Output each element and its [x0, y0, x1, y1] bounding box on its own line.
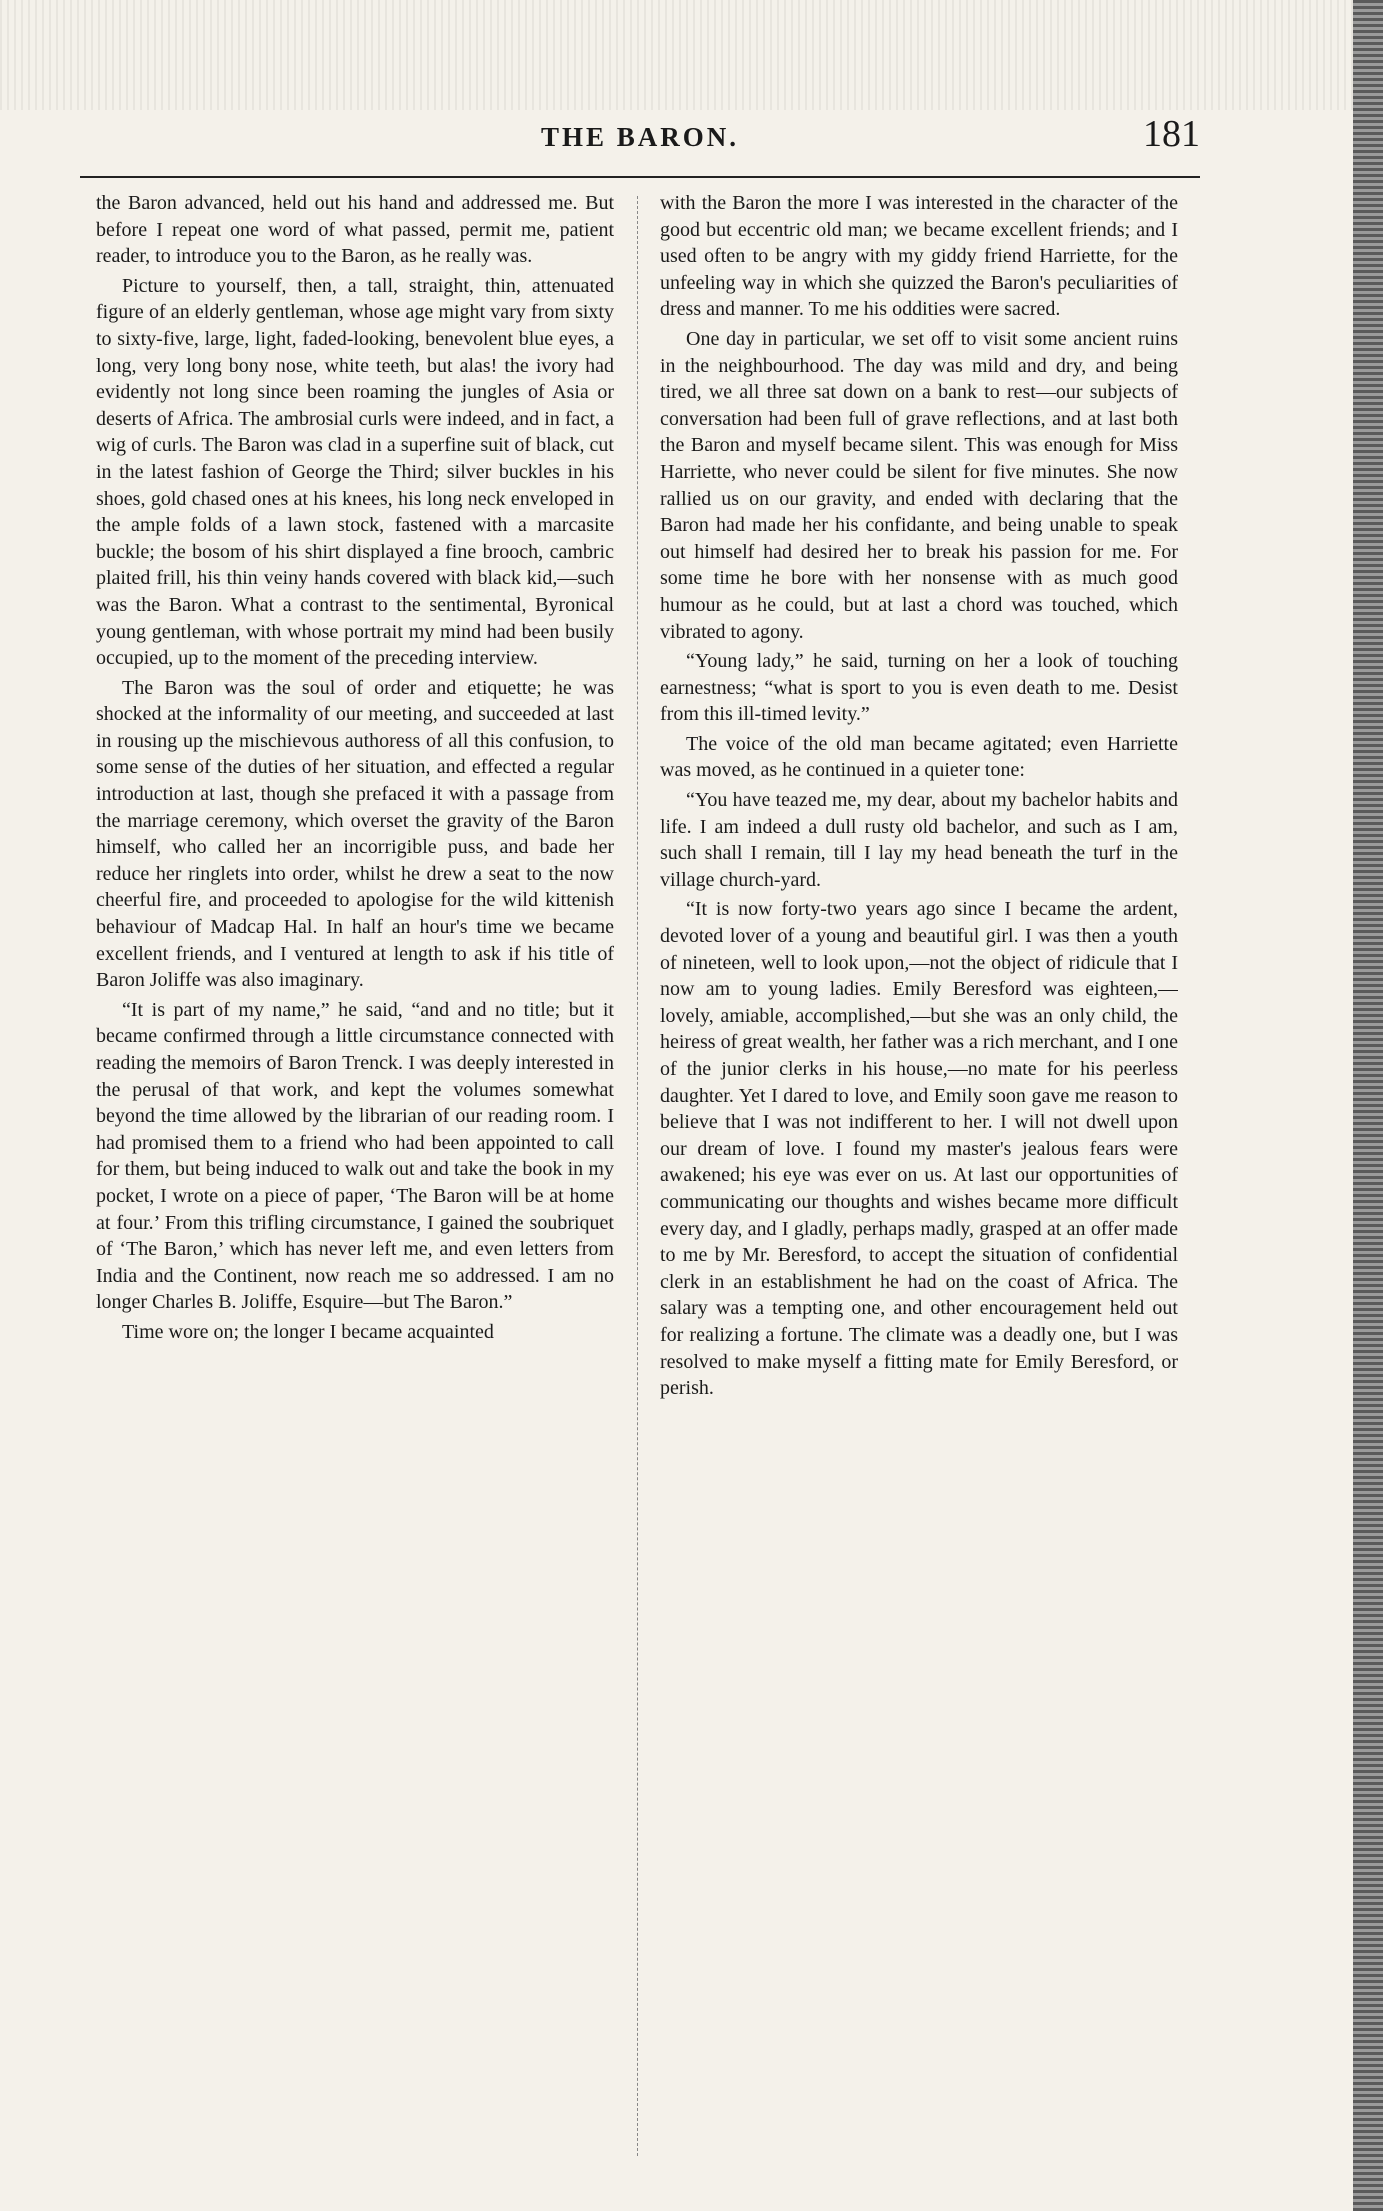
left-column — [96, 190, 614, 2170]
scan-noise-top — [0, 0, 1383, 110]
paragraph: “It is part of my name,” he said, “and and no title; but it became confirmed through a little circumstance connected with reading the memoirs of Baron Trenck. I was deeply interested in the perusal of that work, and kept the volumes somewhat beyond the time allowed by the librarian of our reading room. I had promised them to a friend who had been appointed to call for them, but being induced to walk out and take the book in my pocket, I wrote on a piece of paper, ‘The Baron will be at home at four.’ From this trifling circumstance, I gained the soubriquet of ‘The Baron,’ which has never left me, and even letters from India and the Continent, now reach me so addressed. I am no longer Charles B. Joliffe, Esquire—but The Baron.” — [96, 998, 614, 1314]
paragraph: “It is now forty-two years ago since I became the ardent, devoted lover of a young and beautiful girl. I was then a youth of nineteen, well to look upon,—not the object of ridicule that I now am to young ladies. Emily Beresford was eighteen,—lovely, amiable, accomplished,—but she was an only child, the heiress of great wealth, her father was a rich merchant, and I one of the junior clerks in his house,—no mate for his peerless daughter. Yet I dared to love, and Emily soon gave me reason to believe that I was not indifferent to her. I will not dwell upon our dream of love. I found my master's jealous fears were awakened; his eye was ever on us. At last our opportunities of communicating our thoughts and wishes became more difficult every day, and I gladly, perhaps madly, grasped at an offer made to me by Mr. Beresford, to accept the situation of confidential clerk in an establishment he had on the coast of Africa. The salary was a tempting one, and other encouragement held out for realizing a fortune. The climate was a deadly one, but I was resolved to make myself a fitting mate for Emily Beresford, or perish. — [660, 898, 1178, 1400]
paragraph: the Baron advanced, held out his hand and addressed me. But before I repeat one word of what passed, permit me, patient reader, to introduce you to the Baron, as he really was. — [96, 192, 614, 268]
paragraph: Picture to yourself, then, a tall, straight, thin, attenuated figure of an elderly gentleman, whose age might vary from sixty to sixty-five, large, light, faded-looking, benevolent blue eyes, a long, very long bony nose, white teeth, but alas! the ivory had evidently not long since been roaming the jungles of Asia or deserts of Africa. The ambrosial curls were indeed, and in fact, a wig of curls. The Baron was clad in a superfine suit of black, cut in the latest fashion of George the Third; silver buckles in his shoes, gold chased ones at his knees, his long neck enveloped in the ample folds of a lawn stock, fastened with a marcasite buckle; the bosom of his shirt displayed a fine brooch, cambric plaited frill, his thin veiny hands covered with black kid,—such was the Baron. What a contrast to the sentimental, Byronical young gentleman, with whose portrait my mind had been busily occupied, up to the moment of the preceding interview. — [96, 274, 614, 670]
paragraph: “Young lady,” he said, turning on her a look of touching earnestness; “what is sport to you is even death to me. Desist from this ill-timed levity.” — [660, 650, 1178, 726]
right-column — [660, 190, 1178, 2170]
page-header — [80, 112, 1200, 172]
paragraph: “You have teazed me, my dear, about my bachelor habits and life. I am indeed a dull rusty old bachelor, and such as I am, such shall I remain, till I lay my head beneath the turf in the village church-yard. — [660, 789, 1178, 891]
paragraph: Time wore on; the longer I became acquainted — [122, 1320, 494, 1343]
header-rule — [80, 176, 1200, 178]
column-divider — [637, 196, 638, 2156]
paragraph: The voice of the old man became agitated; even Harriette was moved, as he continued in a quieter tone: — [660, 732, 1178, 782]
paragraph: with the Baron the more I was interested in the character of the good but eccentric old man; we became excellent friends; and I used often to be angry with my giddy friend Harriette, for the unfeeling way in which she quizzed the Baron's peculiarities of dress and manner. To me his oddities were sacred. — [660, 192, 1178, 321]
paragraph: The Baron was the soul of order and etiquette; he was shocked at the informality of our meeting, and succeeded at last in rousing up the mischievous authoress of all this confusion, to some sense of the duties of her situation, and effected a regular introduction at last, though she prefaced it with a passage from the marriage ceremony, which overset the gravity of the Baron himself, who called her an incorrigible puss, and bade her reduce her ringlets into order, whilst he drew a seat to the now cheerful fire, and proceeded to apologise for the wild kittenish behaviour of Madcap Hal. In half an hour's time we became excellent friends, and I ventured at length to ask if his title of Baron Joliffe was also imaginary. — [96, 676, 614, 992]
running-head: THE BARON. — [540, 122, 740, 152]
scan-binding-edge — [1353, 0, 1383, 2211]
page-number: 181 — [1143, 113, 1200, 155]
paragraph: One day in particular, we set off to visit some ancient ruins in the neighbourhood. The day was mild and dry, and being tired, we all three sat down on a bank to rest—our subjects of conversation had been full of grave reflections, and at last both the Baron and myself became silent. This was enough for Miss Harriette, who never could be silent for five minutes. She now rallied us on our gravity, and ended with declaring that the Baron had made her his confidante, and being unable to speak out himself had desired her to break his passion for me. For some time he bore with her nonsense with as much good humour as he could, but at last a chord was touched, which vibrated to agony. — [660, 327, 1178, 643]
